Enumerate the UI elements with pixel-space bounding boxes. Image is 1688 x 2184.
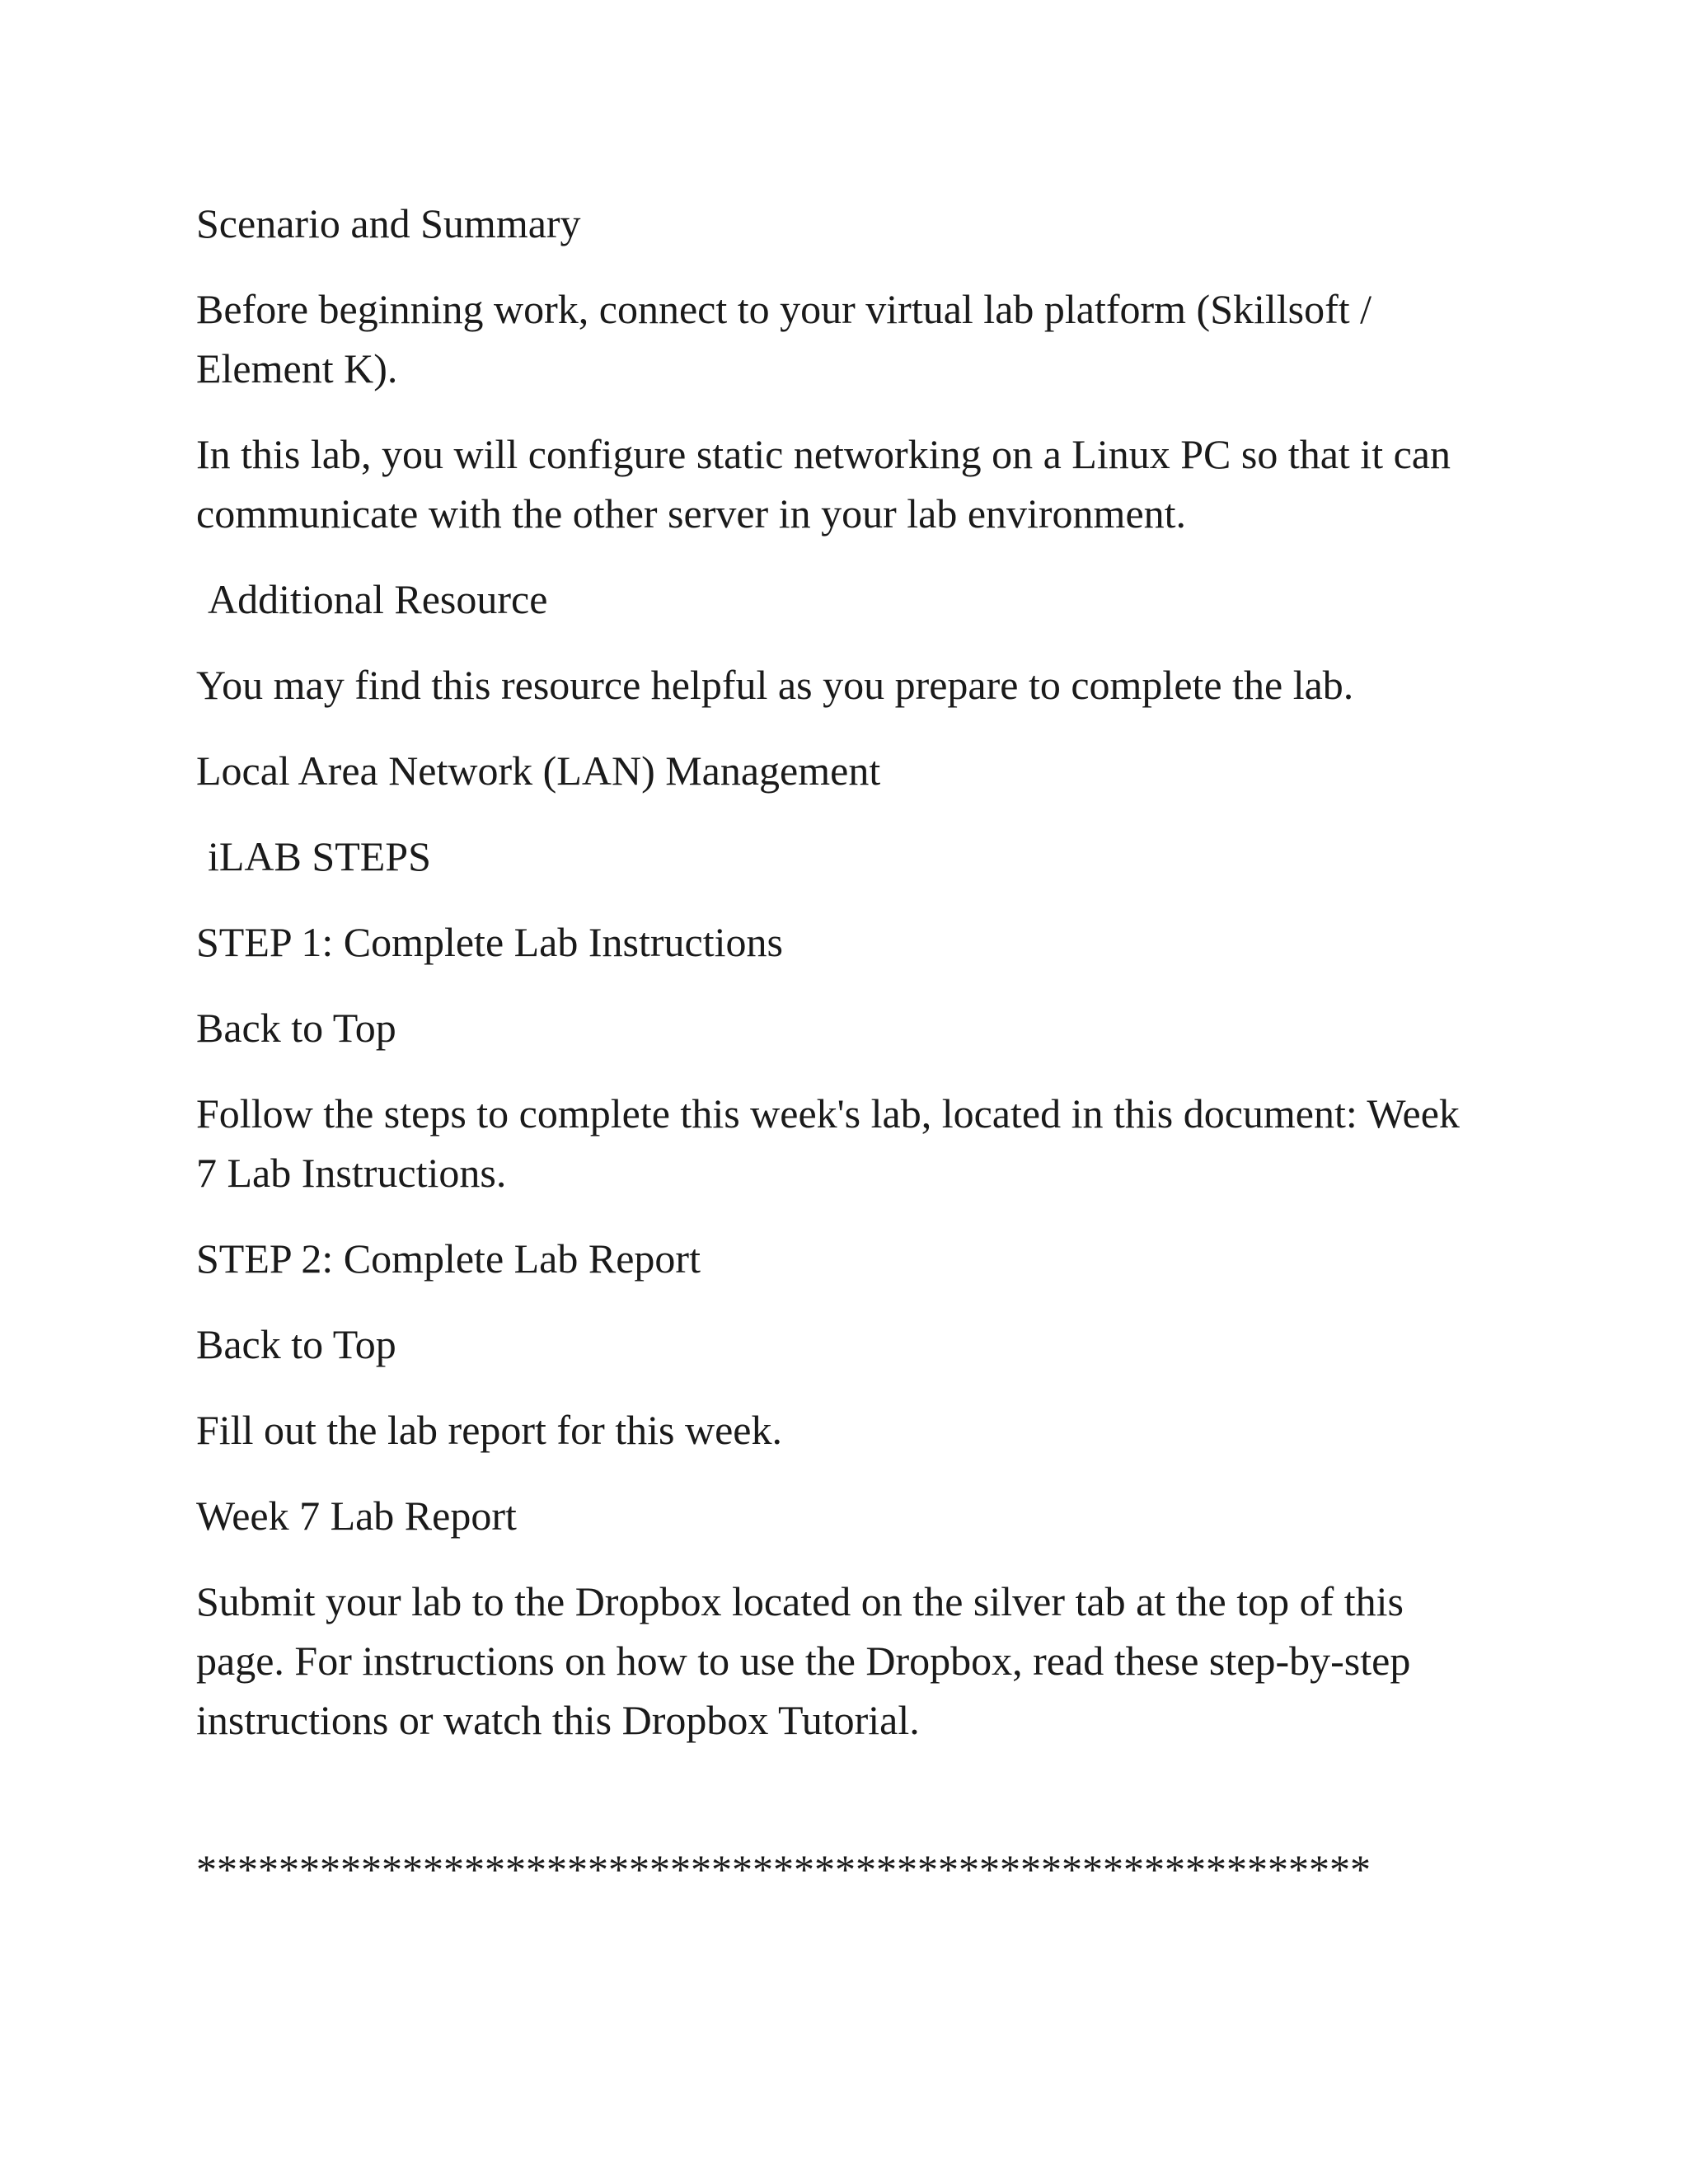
before-beginning-paragraph: Before beginning work, connect to your virtual lab platform (Skillsoft / Element K). [196, 286, 1372, 391]
document-body [196, 194, 1482, 1776]
submit-lab-paragraph: Submit your lab to the Dropbox located on the silver tab at the top of this page. For instructions on how to use the Dropbox, read these step-by-step instructions or watch this Dropbox Tutorial. [196, 1578, 1411, 1743]
lan-management-link[interactable]: Local Area Network (LAN) Management [196, 748, 881, 794]
step2-heading: STEP 2: Complete Lab Report [196, 1235, 701, 1282]
week7-report-link[interactable]: Week 7 Lab Report [196, 1493, 517, 1539]
lab-intro-paragraph: In this lab, you will configure static networking on a Linux PC so that it can communicate with the other server in your lab environment. [196, 431, 1451, 537]
scenario-heading: Scenario and Summary [196, 200, 581, 246]
resource-helpful-paragraph: You may find this resource helpful as you prepare to complete the lab. [196, 662, 1354, 708]
ilab-steps-heading: iLAB STEPS [208, 833, 431, 879]
back-to-top-link-1[interactable]: Back to Top [196, 1005, 396, 1051]
fill-report-paragraph: Fill out the lab report for this week. [196, 1407, 782, 1453]
asterisk-separator: ********************************************************* [196, 1846, 1371, 1892]
back-to-top-link-2[interactable]: Back to Top [196, 1321, 396, 1367]
additional-resource-heading: Additional Resource [208, 576, 548, 622]
step1-heading: STEP 1: Complete Lab Instructions [196, 919, 783, 965]
follow-steps-paragraph: Follow the steps to complete this week's lab, located in this document: Week 7 Lab Instructions. [196, 1090, 1460, 1196]
